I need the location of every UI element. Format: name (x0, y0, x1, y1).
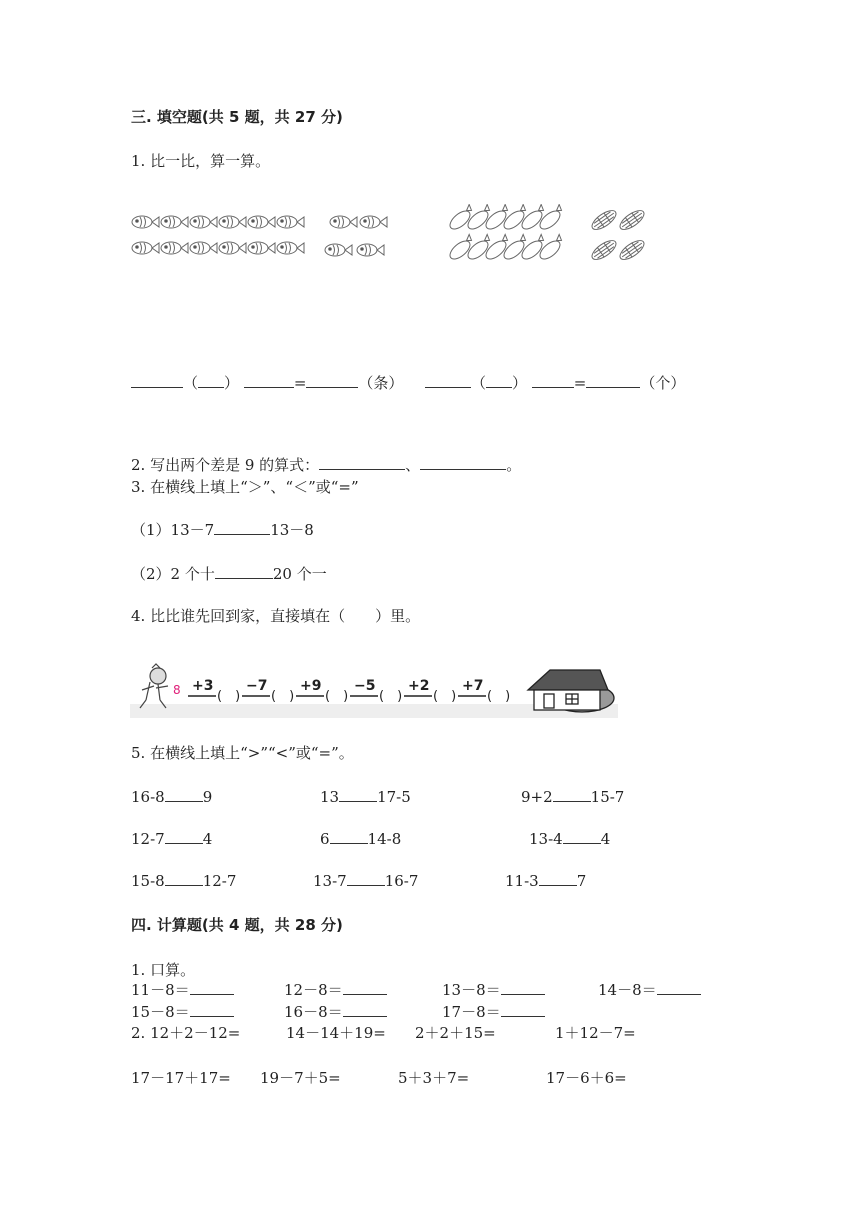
fish-picture (130, 210, 390, 270)
mental-math-item (131, 979, 234, 1000)
calc-expression: 1＋12－7= (555, 1024, 636, 1042)
race-step (242, 678, 294, 704)
calc-expression: 17－6＋6= (546, 1069, 627, 1087)
fish-icon (360, 216, 387, 228)
left-expression: 13-7 (313, 872, 347, 890)
expression: 12－8＝ (284, 981, 343, 999)
right-expression: 14-8 (367, 830, 402, 848)
q2-text: 2. 写出两个差是 9 的算式： (131, 456, 320, 474)
fish-icon (330, 216, 357, 228)
left-expression: 13-4 (529, 830, 563, 848)
answer-paren[interactable]: ( ) (325, 689, 349, 704)
answer-paren[interactable]: ( ) (487, 689, 511, 704)
left-expression: 15-8 (131, 872, 165, 890)
left-expression: 11-3 (505, 872, 539, 890)
paren: ） (511, 374, 527, 392)
corn-icon (589, 207, 619, 233)
blank[interactable] (339, 787, 377, 802)
q3-item-1 (131, 519, 314, 540)
fish-icon (190, 242, 217, 254)
mental-math-item (284, 1001, 387, 1022)
q5-item (320, 829, 401, 848)
answer-blank[interactable] (501, 980, 545, 995)
blank[interactable] (563, 829, 601, 844)
calc1-text: 1. 口算。 (131, 961, 196, 979)
fish-icon (357, 244, 384, 256)
expression: 14－8＝ (598, 981, 657, 999)
q3-item-1-right: 13－8 (270, 521, 314, 539)
equals-sign: = (573, 374, 587, 392)
blank[interactable] (420, 455, 506, 470)
left-expression: 9+2 (521, 788, 553, 806)
blank[interactable] (347, 871, 385, 886)
blank[interactable] (425, 373, 471, 388)
blank[interactable] (553, 787, 591, 802)
blank[interactable] (330, 829, 368, 844)
blank[interactable] (131, 373, 183, 388)
calc-expression: 17－17＋17= (131, 1069, 231, 1087)
q5-item (313, 871, 418, 890)
blank[interactable] (586, 373, 640, 388)
equals-sign: = (293, 374, 307, 392)
operation-label: +9 (300, 678, 322, 694)
paren: （ (183, 374, 199, 392)
blank[interactable] (306, 373, 358, 388)
calc-expression: 14－14＋19= (286, 1024, 386, 1042)
fish-icon (161, 216, 188, 228)
q1-answer-line (131, 372, 685, 393)
answer-blank[interactable] (190, 1002, 234, 1017)
fish-icon (277, 216, 304, 228)
expression: 17－8＝ (442, 1003, 501, 1021)
blank[interactable] (215, 564, 273, 579)
paren: ） (224, 374, 240, 392)
q1-prompt: 1. 比一比，算一算。 (131, 152, 271, 170)
fish-icon (219, 216, 246, 228)
answer-paren[interactable]: ( ) (433, 689, 457, 704)
blank[interactable] (165, 787, 203, 802)
answer-paren[interactable]: ( ) (271, 689, 295, 704)
right-expression: 4 (202, 830, 213, 848)
blank[interactable] (165, 829, 203, 844)
operation-label: +7 (462, 678, 484, 694)
start-number: 8 (173, 683, 181, 697)
fish-icon (248, 216, 275, 228)
fish-icon (161, 242, 188, 254)
fish-icon (219, 242, 246, 254)
q3-item-2-right: 20 个一 (272, 565, 327, 583)
calc-expression: 2. 12＋2－12= (131, 1024, 241, 1042)
calc-expression: 2＋2＋15= (415, 1024, 496, 1042)
q5-item (505, 871, 586, 890)
blank[interactable] (532, 373, 574, 388)
operation-label: +3 (192, 678, 214, 694)
section-title-fill-in: 三. 填空题(共 5 题，共 27 分) (131, 108, 343, 126)
answer-paren[interactable]: ( ) (379, 689, 403, 704)
answer-paren[interactable]: ( ) (217, 689, 241, 704)
section-title-calculation: 四. 计算题(共 4 题，共 28 分) (131, 916, 343, 934)
q5-text: 5. 在横线上填上“>”“<”或“=”。 (131, 744, 354, 762)
right-expression: 4 (600, 830, 611, 848)
calc-expression: 5＋3＋7= (398, 1069, 470, 1087)
vegetable-picture (444, 204, 654, 272)
mental-math-item (442, 1001, 545, 1022)
fish-icon (277, 242, 304, 254)
q3-item-1-left: （1）13－7 (131, 521, 215, 539)
q4-text: 4. 比比谁先回到家，直接填在（ ）里。 (131, 607, 421, 625)
right-expression: 12-7 (202, 872, 237, 890)
expression: 13－8＝ (442, 981, 501, 999)
mental-math-item (598, 979, 701, 1000)
blank[interactable] (198, 373, 224, 388)
operation-label: +2 (408, 678, 430, 694)
corn-icon (589, 237, 619, 263)
blank[interactable] (214, 520, 270, 535)
left-expression: 16-8 (131, 788, 165, 806)
race-step (296, 678, 348, 704)
fish-icon (190, 216, 217, 228)
left-expression: 6 (320, 830, 330, 848)
left-expression: 13 (320, 788, 340, 806)
blank[interactable] (486, 373, 512, 388)
operation-label: −7 (246, 678, 268, 694)
blank[interactable] (165, 871, 203, 886)
answer-blank[interactable] (343, 1002, 387, 1017)
mental-math-item (442, 979, 545, 1000)
corn-icon (617, 237, 647, 263)
right-expression: 9 (202, 788, 213, 806)
race-step (404, 678, 456, 704)
fish-icon (248, 242, 275, 254)
mental-math-item (284, 979, 387, 1000)
separator: 、 (405, 456, 421, 474)
paren: （ (470, 374, 486, 392)
q5-item (131, 829, 212, 848)
expression: 11－8＝ (131, 981, 190, 999)
expression: 15－8＝ (131, 1003, 190, 1021)
expression: 16－8＝ (284, 1003, 343, 1021)
q5-item (131, 871, 236, 890)
q2-line (131, 454, 521, 475)
race-step (458, 678, 510, 704)
period: 。 (506, 456, 522, 474)
q3-item-2 (131, 563, 327, 584)
answer-blank[interactable] (190, 980, 234, 995)
answer-blank[interactable] (501, 1002, 545, 1017)
answer-blank[interactable] (343, 980, 387, 995)
unit-label: （个） (640, 374, 686, 392)
mental-math-item (131, 1001, 234, 1022)
fish-icon (132, 216, 159, 228)
operation-label: −5 (354, 678, 376, 694)
blank[interactable] (319, 455, 405, 470)
corn-icon (617, 207, 647, 233)
house-icon (528, 670, 614, 712)
right-expression: 16-7 (384, 872, 419, 890)
runner-icon (140, 664, 168, 708)
fish-icon (325, 244, 352, 256)
answer-blank[interactable] (657, 980, 701, 995)
race-home-picture (130, 660, 618, 720)
fish-icon (132, 242, 159, 254)
q5-item (521, 787, 624, 806)
calc-expression: 19－7＋5= (260, 1069, 341, 1087)
right-expression: 17-5 (377, 788, 411, 806)
right-expression: 7 (576, 872, 587, 890)
q3-text: 3. 在横线上填上“＞”、“＜”或“=” (131, 478, 359, 496)
right-expression: 15-7 (590, 788, 625, 806)
left-expression: 12-7 (131, 830, 165, 848)
blank[interactable] (244, 373, 294, 388)
unit-label: （条） (358, 374, 404, 392)
blank[interactable] (539, 871, 577, 886)
q5-item (529, 829, 610, 848)
race-step (188, 678, 240, 704)
q5-item (320, 787, 411, 806)
q3-item-2-left: （2）2 个十 (131, 565, 215, 583)
q5-item (131, 787, 212, 806)
race-step (350, 678, 402, 704)
